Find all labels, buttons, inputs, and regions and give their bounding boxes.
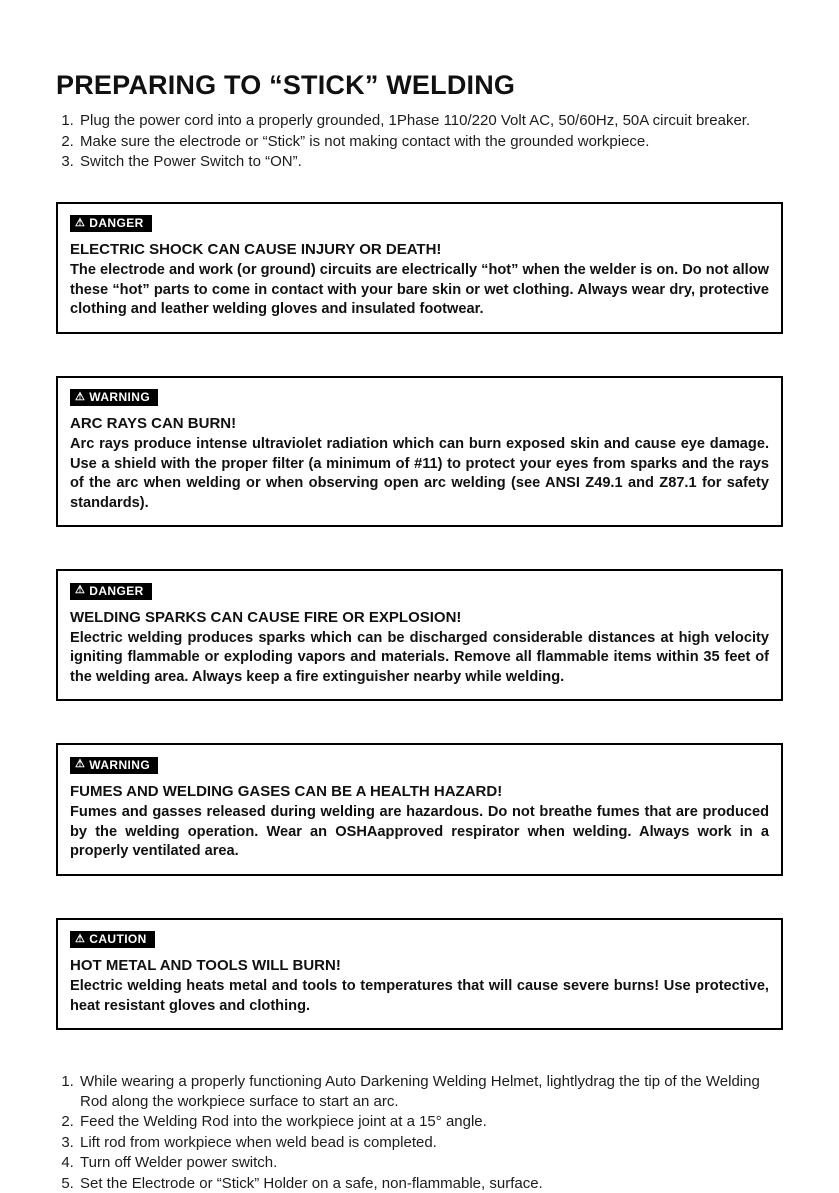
warning-heading: FUMES AND WELDING GASES CAN BE A HEALTH HAZARD!: [70, 782, 503, 800]
warning-triangle-icon: ⚠: [75, 758, 86, 771]
warning-body: Fumes and gasses released during welding are hazardous. Do not breathe fumes that are produced by the welding operation. Wear an OSHAapproved respirator when welding. Always work in a properly ventilated area.: [70, 803, 769, 860]
warning-body: Electric welding produces sparks which can be discharged considerable distances at high velocity igniting flammable or exploding vapors and materials. Remove all flammable items within 35 feet of the welding area. Always keep a fire extinguisher nearby while welding.: [70, 629, 769, 685]
warning-triangle-icon: ⚠: [75, 584, 86, 597]
warning-triangle-icon: ⚠: [75, 390, 86, 403]
danger-box-welding-sparks: [56, 569, 783, 701]
warning-heading: ELECTRIC SHOCK CAN CAUSE INJURY OR DEATH!: [70, 241, 442, 258]
badge-label: WARNING: [89, 757, 151, 772]
list-item: 4. Turn off Welder power switch.: [78, 1153, 783, 1173]
warning-body: The electrode and work (or ground) circuits are electrically “hot” when the welder is on. Do not allow these “hot” parts to come in contact with your bare skin or wet clothing. Always wear dry, protective clothing and leather welding gloves and insulated footwear.: [70, 262, 770, 318]
caution-badge: [70, 931, 155, 948]
list-item: 1. Plug the power cord into a properly grounded, 1Phase 110/220 Volt AC, 50/60Hz, 50A circuit breaker.: [78, 111, 783, 131]
badge-label: DANGER: [89, 583, 144, 598]
page-title: PREPARING TO “STICK” WELDING: [56, 70, 516, 100]
list-item: 2. Feed the Welding Rod into the workpiece joint at a 15° angle.: [78, 1112, 783, 1132]
warning-triangle-icon: ⚠: [75, 216, 86, 229]
badge-label: WARNING: [89, 390, 151, 405]
list-item: 2. Make sure the electrode or “Stick” is not making contact with the grounded workpiece.: [78, 132, 783, 152]
warning-heading: HOT METAL AND TOOLS WILL BURN!: [70, 957, 341, 975]
warning-badge: [70, 757, 158, 774]
warning-body: Electric welding heats metal and tools to temperatures that will cause severe burns! Use protective, heat resistant gloves and clothing.: [70, 978, 769, 1014]
warning-heading: WELDING SPARKS CAN CAUSE FIRE OR EXPLOSION!: [70, 608, 462, 626]
danger-box-electric-shock: [56, 202, 783, 334]
badge-label: DANGER: [89, 216, 144, 230]
intro-steps-list: [56, 111, 783, 172]
danger-badge: [70, 215, 152, 232]
list-item: 1. While wearing a properly functioning Auto Darkening Welding Helmet, lightlydrag the tip of the Welding Rod along the workpiece surface to start an arc.: [78, 1072, 783, 1111]
list-item: 3. Switch the Power Switch to “ON”.: [78, 152, 783, 172]
warning-heading: ARC RAYS CAN BURN!: [70, 415, 237, 433]
badge-label: CAUTION: [89, 932, 147, 947]
danger-badge: [70, 583, 152, 600]
list-item: 5. Set the Electrode or “Stick” Holder on a safe, non-flammable, surface.: [78, 1174, 783, 1193]
warning-badge: [70, 389, 158, 406]
warning-triangle-icon: ⚠: [75, 932, 86, 945]
list-item: 3. Lift rod from workpiece when weld bead is completed.: [78, 1133, 783, 1153]
warning-boxes-section: [56, 202, 783, 1031]
warning-box-fumes-gases: [56, 743, 783, 875]
closing-steps-list: [56, 1072, 783, 1193]
warning-body: Arc rays produce intense ultraviolet radiation which can burn exposed skin and cause eye damage. Use a shield with the proper filter (a minimum of #11) to protect your eyes from sparks and the rays of the arc when welding or when observing open arc welding (see ANSI Z49.1 and Z87.1 for safety standards).: [70, 436, 769, 511]
warning-box-arc-rays: [56, 376, 783, 528]
caution-box-hot-metal: [56, 918, 783, 1031]
